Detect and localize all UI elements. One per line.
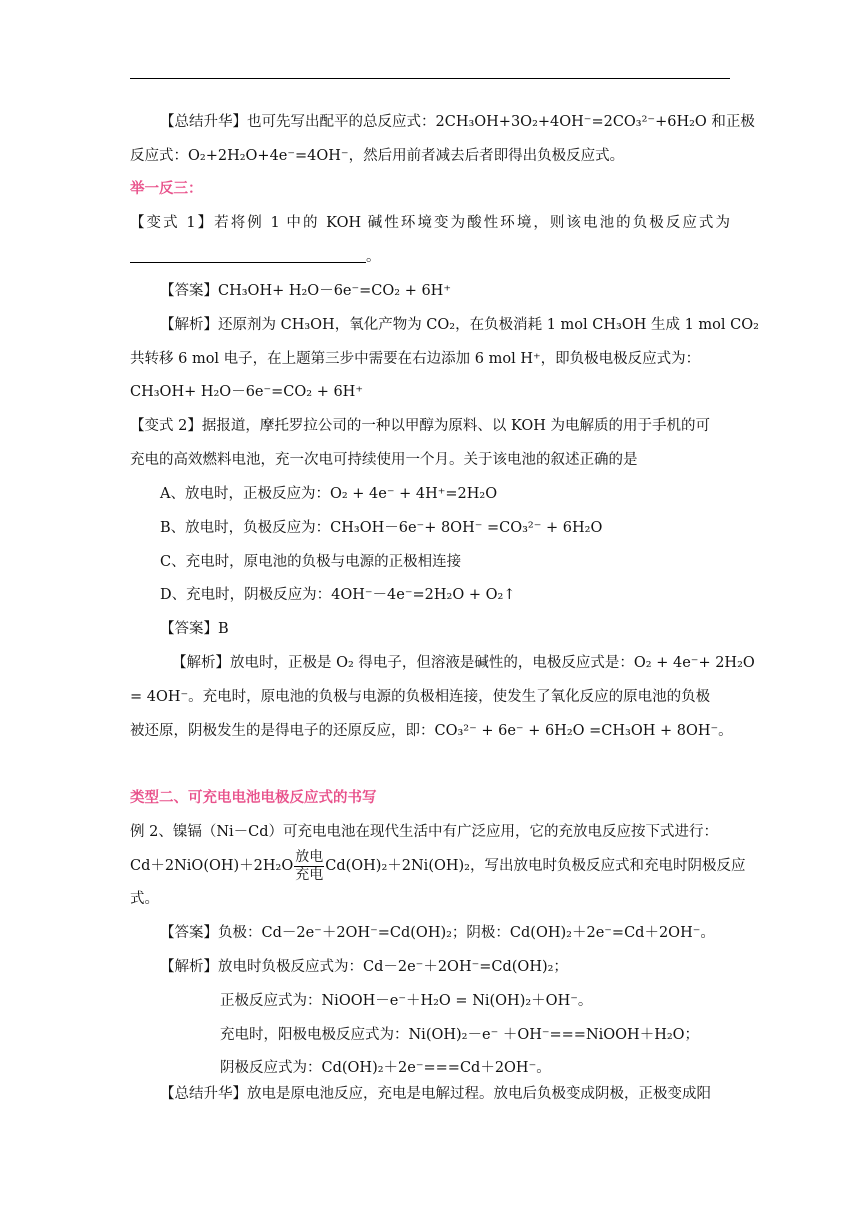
variant2-question-2: 充电的高效燃料电池，充一次电可持续使用一个月。关于该电池的叙述正确的是 — [130, 452, 638, 468]
example2-analysis-1: 【解析】放电时负极反应式为：Cd－2e⁻＋2OH⁻=Cd(OH)₂； — [160, 959, 568, 975]
arrow-label-discharge: 放电 — [295, 848, 324, 865]
example2-question-1: 例 2、镍镉（Ni－Cd）可充电电池在现代生活中有广泛应用，它的充放电反应按下式进行： — [130, 824, 719, 840]
variant2-answer: 【答案】B — [160, 621, 229, 637]
example2-equation-line — [130, 848, 746, 884]
variant1-analysis-2: 共转移 6 mol 电子，在上题第三步中需要在右边添加 6 mol H⁺，即负极电极反应式为： — [130, 351, 701, 367]
option-b: B、放电时，负极反应为：CH₃OH－6e⁻+ 8OH⁻ =CO₃²⁻ + 6H₂O — [160, 520, 603, 536]
variant1-analysis-3: CH₃OH+ H₂O－6e⁻=CO₂ + 6H⁺ — [130, 384, 363, 400]
variant2-analysis-1: 【解析】放电时，正极是 O₂ 得电子，但溶液是碱性的，电极反应式是：O₂ + 4e⁻+ 2H₂O — [172, 655, 755, 671]
section-heading-practice: 举一反三： — [130, 181, 203, 197]
variant2-question-1: 【变式 2】据报道，摩托罗拉公司的一种以甲醇为原料、以 KOH 为电解质的用于手机的可 — [130, 418, 711, 434]
variant1-blank-line — [130, 247, 730, 267]
arrow-label-charge: 充电 — [295, 866, 324, 883]
option-d: D、充电时，阴极反应为：4OH⁻－4e⁻=2H₂O + O₂↑ — [160, 587, 516, 603]
equation-right: Cd(OH)₂＋2Ni(OH)₂，写出放电时负极反应式和充电时阴极反应 — [325, 858, 746, 874]
summary-line-2: 反应式：O₂+2H₂O+4e⁻=4OH⁻，然后用前者减去后者即得出负极反应式。 — [130, 148, 625, 164]
variant1-answer: 【答案】CH₃OH+ H₂O－6e⁻=CO₂ + 6H⁺ — [160, 283, 451, 299]
variant2-analysis-3: 被还原，阴极发生的是得电子的还原反应，即：CO₃²⁻ + 6e⁻ + 6H₂O =CH₃OH + 8OH⁻。 — [130, 723, 733, 739]
option-c: C、充电时，原电池的负极与电源的正极相连接 — [160, 554, 462, 570]
answer-blank-short — [130, 248, 166, 263]
equation-left: Cd＋2NiO(OH)＋2H₂O — [130, 858, 294, 874]
section-heading-type-two: 类型二、可充电电池电极反应式的书写 — [130, 790, 377, 806]
variant2-analysis-2: = 4OH⁻。充电时，原电池的负极与电源的负极相连接，使发生了氧化反应的原电池的负极 — [130, 689, 711, 705]
example2-analysis-2: 正极反应式为：NiOOH－e⁻＋H₂O = Ni(OH)₂＋OH⁻。 — [220, 993, 593, 1009]
blank-tail: 。 — [366, 249, 381, 265]
example2-analysis-4: 阴极反应式为：Cd(OH)₂＋2e⁻===Cd＋2OH⁻。 — [220, 1060, 551, 1076]
example2-answer: 【答案】负极：Cd－2e⁻＋2OH⁻=Cd(OH)₂；阴极：Cd(OH)₂＋2e⁻=Cd＋2OH⁻。 — [160, 925, 715, 941]
example2-analysis-3: 充电时，阳极电极反应式为：Ni(OH)₂－e⁻ ＋OH⁻===NiOOH＋H₂O； — [220, 1027, 700, 1043]
header-rule — [130, 78, 730, 79]
example2-summary: 【总结升华】放电是原电池反应，充电是电解过程。放电后负极变成阴极，正极变成阳 — [160, 1086, 711, 1102]
option-a: A、放电时，正极反应为：O₂ + 4e⁻ + 4H⁺=2H₂O — [160, 486, 498, 502]
example2-question-3: 式。 — [130, 891, 159, 907]
reaction-arrow — [294, 849, 324, 884]
answer-blank — [166, 248, 366, 263]
variant1-analysis-1: 【解析】还原剂为 CH₃OH，氧化产物为 CO₂，在负极消耗 1 mol CH₃OH 生成 1 mol CO₂ — [160, 317, 759, 333]
variant1-question: 【变式 1】若将例 1 中的 KOH 碱性环境变为酸性环境，则该电池的负极反应式为 — [130, 215, 730, 231]
summary-line-1: 【总结升华】也可先写出配平的总反应式：2CH₃OH+3O₂+4OH⁻=2CO₃²⁻+6H₂O 和正极 — [160, 114, 755, 130]
